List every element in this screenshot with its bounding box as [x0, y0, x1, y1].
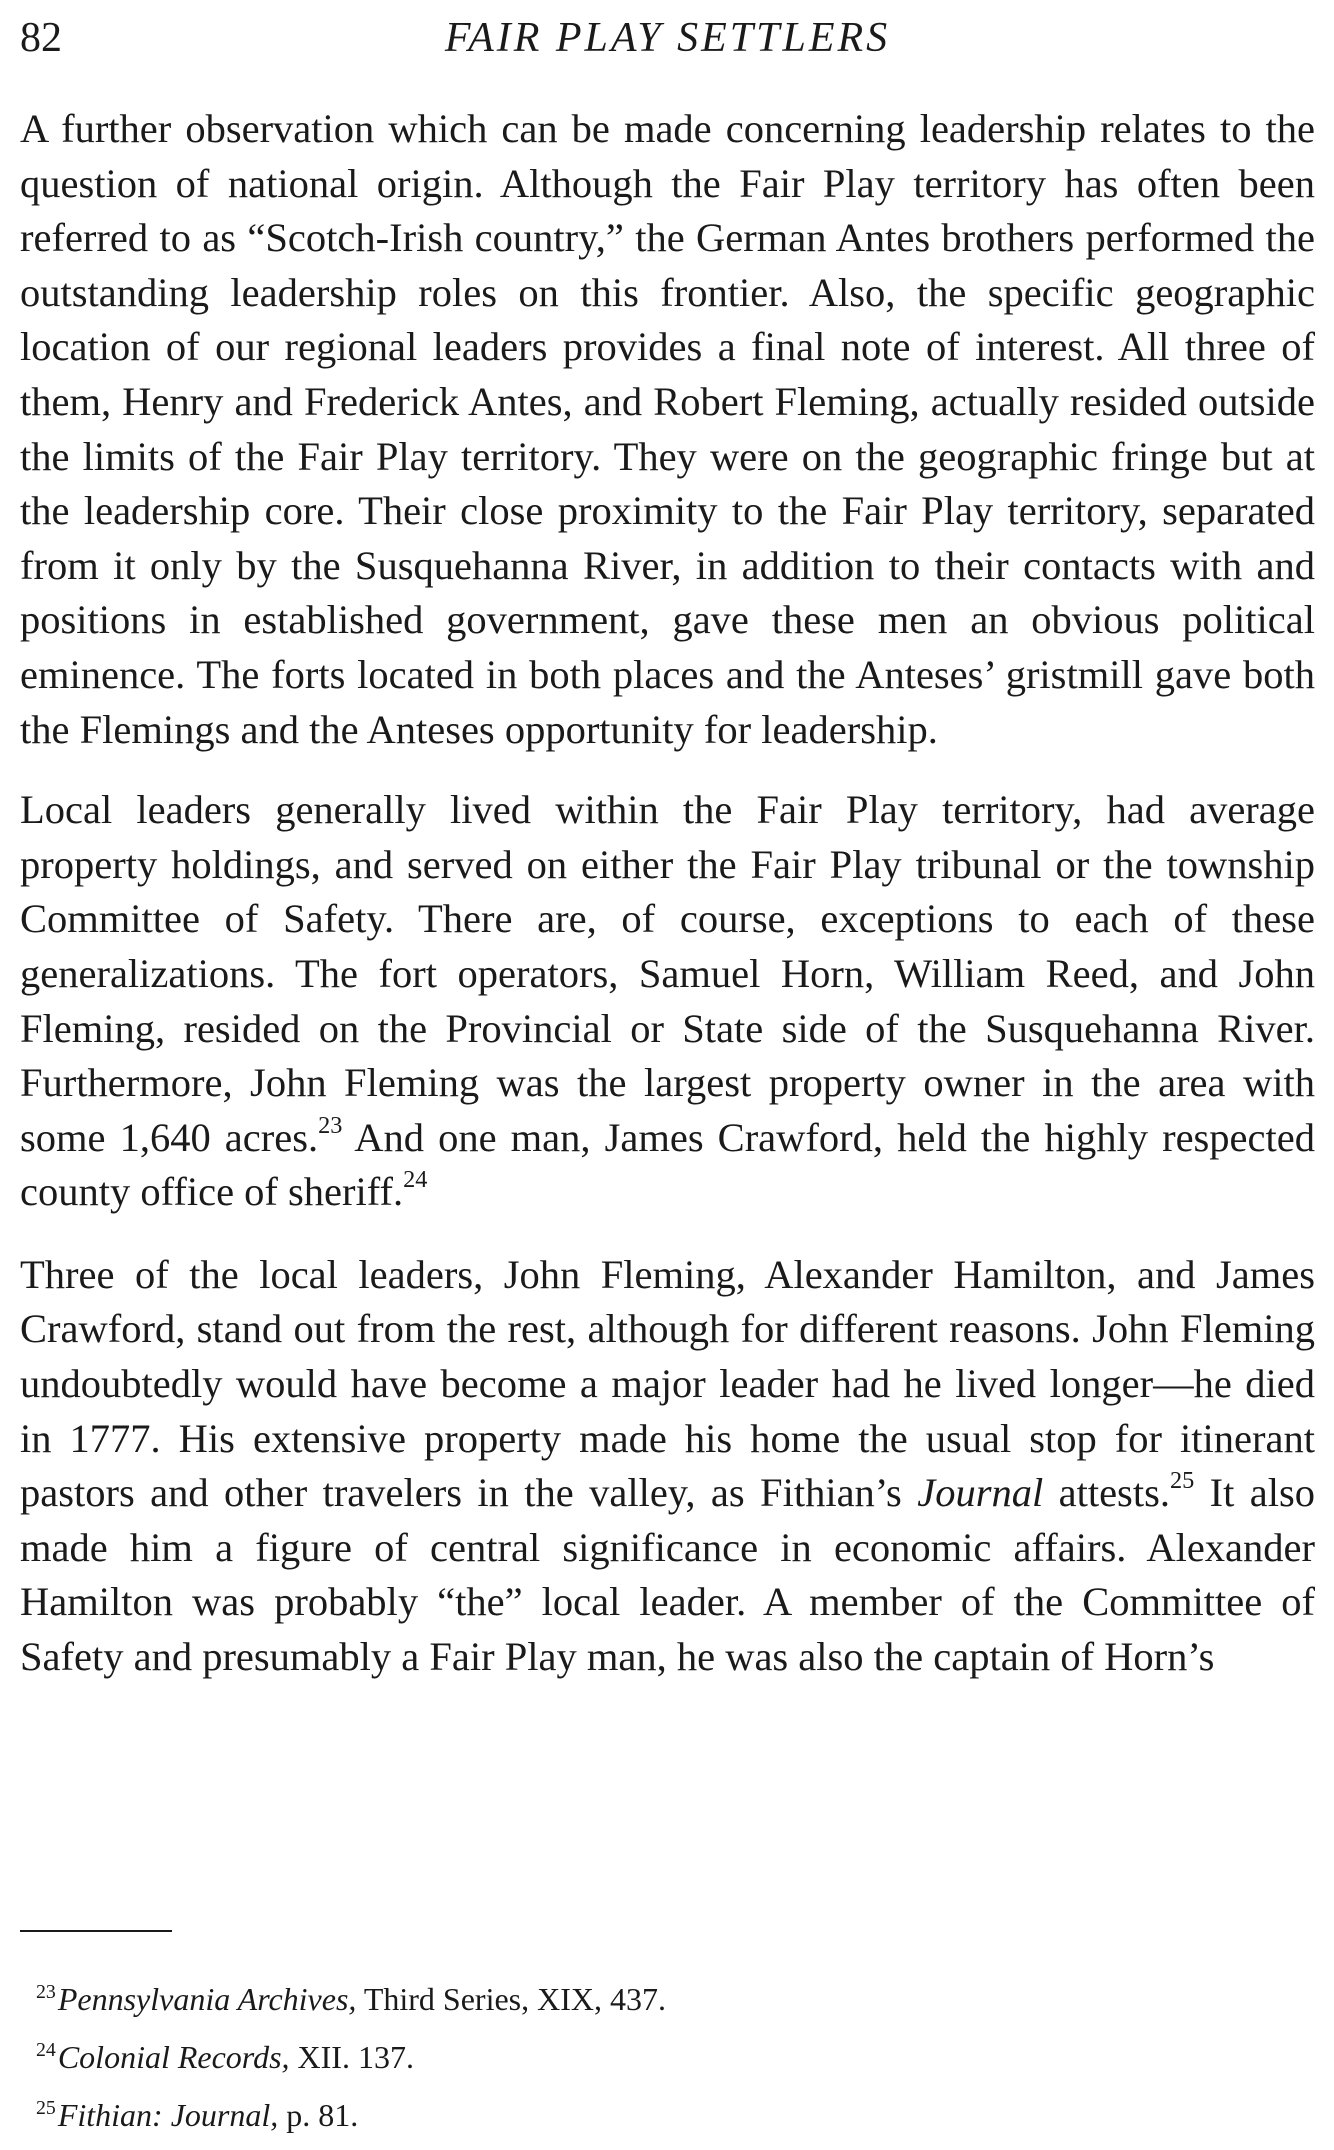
- footnote-text: Third Series, XIX, 437.: [363, 1980, 666, 2017]
- footnote-text: p. 81.: [286, 2096, 359, 2133]
- paragraph-text: Local leaders generally lived within the Fair Play territory, had average property holdings, and served on either the Fair Play tribunal or the township Committee of Safety. There are, of course, exceptions to each of these generalizations. The fort operators, Samuel Horn, William Reed, and John Fleming, resided on the Provincial or State side of the Susquehanna River. Furthermore, John Fleming was the largest property owner in the area with some 1,640 acres.: [20, 787, 1315, 1160]
- page-header: [20, 8, 1315, 68]
- paragraph-text: Three of the local leaders, John Fleming, Alexander Hamilton, and James Crawford, stand out from the rest, although for different reasons. John Fleming undoubtedly would have become a major leader had he lived longer—he died in 1777. His extensive property made his home the usual stop for itinerant pastors and other travelers in the valley, as Fithian’s: [20, 1251, 1315, 1516]
- running-title: FAIR PLAY SETTLERS: [444, 15, 891, 61]
- paragraph: [20, 1248, 1315, 1685]
- footnote-ref: 23: [318, 1111, 343, 1139]
- footnote-title: Colonial Records,: [57, 2038, 290, 2075]
- body-text: [20, 102, 1315, 1685]
- paragraph-text: attests.: [1043, 1470, 1170, 1516]
- page-number: 82: [20, 15, 62, 61]
- paragraph: [20, 102, 1315, 757]
- footnote: [36, 2088, 1236, 2146]
- paragraph-text: A further observation which can be made concerning leadership relates to the question of national origin. Although the Fair Play territory has often been referred to as “Scotch-Irish country,” the German Antes brothers performed the outstanding leadership roles on this frontier. Also, the specific geographic location of our regional leaders provides a final note of interest. All three of them, Henry and Frederick Antes, and Robert Fleming, actually resided outside the limits of the Fair Play territory. They were on the geographic fringe but at the leadership core. Their close proximity to the Fair Play territory, separated from it only by the Susquehanna River, in addition to their contacts with and positions in established government, gave these men an obvious political eminence. The forts located in both places and the Anteses’ gristmill gave both the Flemings and the Anteses opportunity for leadership.: [20, 106, 1315, 752]
- footnote-ref: 25: [1169, 1467, 1195, 1495]
- paragraph-text: It also made him a figure of central significance in economic affairs. Alexander Hamilton was probably “the” local leader. A member of the Committee of Safety and presumably a Fair Play man, he was also the captain of Horn’s: [20, 1470, 1316, 1680]
- footnotes: [36, 1972, 1236, 2146]
- footnote-mark: 24: [36, 2039, 56, 2061]
- footnote-mark: 23: [36, 1981, 56, 2003]
- paragraph-text: And one man, James Crawford, held the highly respected county office of sheriff.: [20, 1114, 1315, 1215]
- footnote-title: Pennsylvania Archives,: [57, 1980, 357, 2017]
- footnote-ref: 24: [403, 1166, 428, 1194]
- italic-title: Journal: [917, 1470, 1044, 1516]
- paragraph: [20, 783, 1315, 1220]
- footnote-title: Fithian: Journal,: [57, 2096, 279, 2133]
- footnote-text: XII. 137.: [297, 2038, 414, 2075]
- footnote-mark: 25: [36, 2097, 56, 2119]
- footnote: [36, 2030, 1236, 2088]
- footnote: [36, 1972, 1236, 2030]
- footnote-divider: [20, 1930, 172, 1932]
